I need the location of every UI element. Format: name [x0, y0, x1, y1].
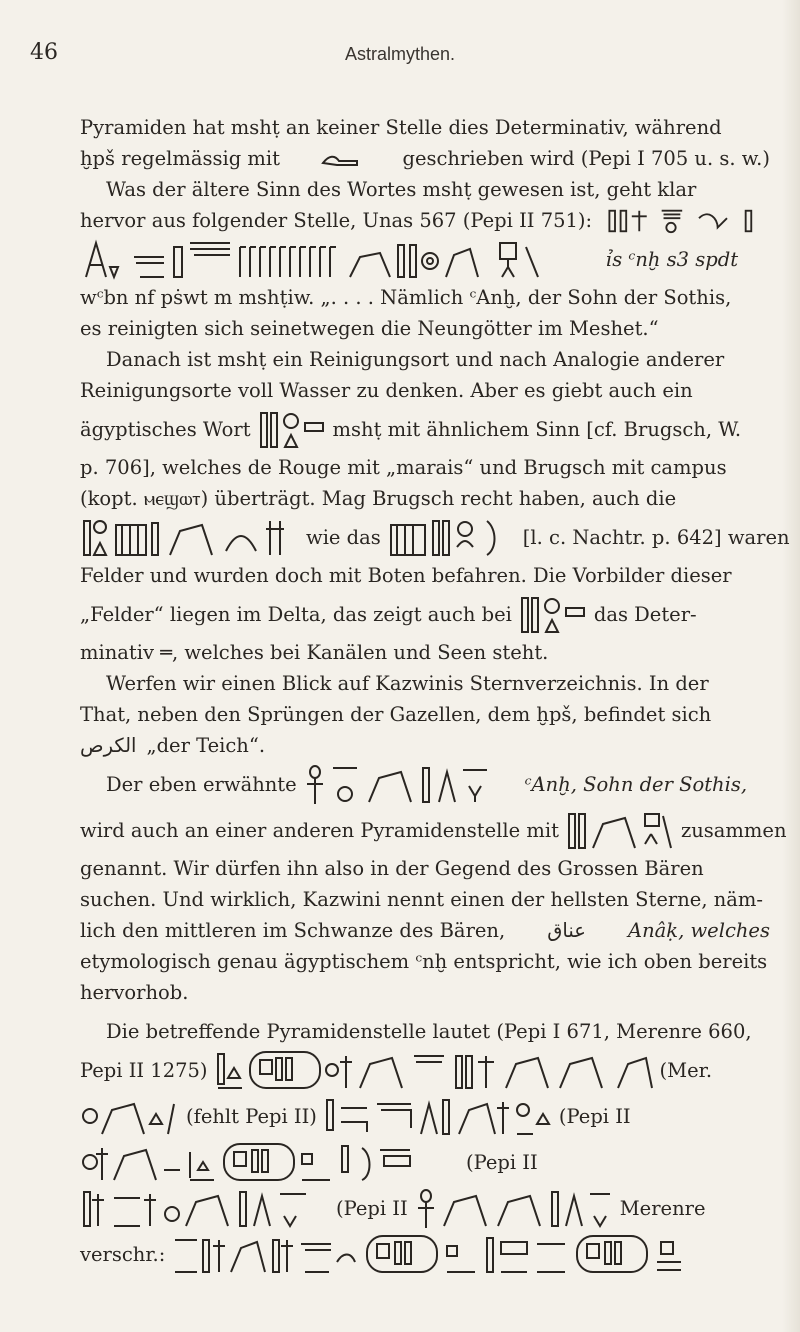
scan-edge: [782, 0, 800, 1332]
text-span: ḫpš regelmässig mit: [80, 147, 280, 170]
text-line: [80, 915, 770, 946]
text-line: genannt. Wir dürfen ihn also in der Gegend des Grossen Bären: [80, 857, 704, 880]
text-span: (Pepi II: [336, 1196, 408, 1220]
arabic-word: الكرص: [80, 734, 137, 757]
text-span: ᶜAnḫ, Sohn der Sothis,: [524, 772, 748, 796]
text-line: [80, 143, 770, 174]
paragraph-1: [80, 112, 770, 344]
text-span: (Mer.: [659, 1058, 713, 1082]
hieroglyph-sequence-icon: [323, 1094, 553, 1138]
hieroglyph-canal-word-icon: [257, 407, 327, 451]
text-span: „der Teich“.: [146, 734, 266, 757]
text-span: ägyptisches Wort: [80, 417, 251, 441]
hieroglyph-cartouche-sequence-icon: [171, 1232, 731, 1276]
text-line: wᶜbn nf pṡwt m mshṭiw. „. . . . Nämlich ᶜAnḫ, der Sohn der Sothis,: [80, 286, 732, 309]
text-span: verschr.:: [80, 1242, 166, 1266]
hieroglyph-group-icon: [387, 515, 517, 559]
hieroglyph-group-icon: [565, 808, 675, 852]
hieroglyph-sequence-icon: [80, 1186, 330, 1230]
hieroglyph-line: [80, 1185, 770, 1231]
text-body: [80, 112, 790, 1277]
text-span: mshṭ mit ähnlichem Sinn [cf. Brugsch, W.: [332, 417, 742, 441]
text-span: Pepi II 1275): [80, 1058, 208, 1082]
text-line: Pyramiden hat mshṭ an keiner Stelle dies Determinativ, während: [80, 116, 722, 139]
text-span: wird auch an einer anderen Pyramidenstelle mit: [80, 818, 559, 842]
text-span: geschrieben wird (Pepi I 705 u. s. w.): [402, 147, 770, 170]
running-title: Astralmythen.: [344, 44, 456, 64]
arabic-word: عناق: [547, 919, 586, 942]
text-line: hervorhob.: [80, 981, 189, 1004]
text-span: (fehlt Pepi II): [186, 1104, 317, 1128]
paragraph-4: [80, 1016, 770, 1277]
hieroglyph-sequence-icon: [80, 1094, 180, 1138]
text-line: Felder und wurden doch mit Boten befahren. Die Vorbilder dieser: [80, 564, 732, 587]
text-span: zusammen: [680, 818, 787, 842]
text-span: [l. c. Nachtr. p. 642] waren: [522, 525, 790, 549]
text-line: [80, 730, 770, 761]
hieroglyph-canal-word-icon: [518, 592, 588, 636]
text-span: das Deter-: [593, 602, 697, 626]
hieroglyph-arm-icon: [321, 145, 361, 173]
text-line: (kopt. ⲙⲉϣⲱⲧ) überträgt. Mag Brugsch recht haben, auch die: [80, 487, 677, 510]
text-line: Danach ist mshṭ ein Reinigungsort und nach Analogie anderer: [106, 348, 725, 371]
text-span: hervor aus folgender Stelle, Unas 567 (Pepi II 751):: [80, 209, 593, 232]
text-span: lich den mittleren im Schwanze des Bären,: [80, 919, 506, 942]
text-line: That, neben den Sprüngen der Gazellen, dem ḫpš, befindet sich: [80, 703, 712, 726]
text-line: Werfen wir einen Blick auf Kazwinis Sternverzeichnis. In der: [106, 672, 709, 695]
text-span: (Pepi II: [558, 1104, 631, 1128]
transliteration: ỉs ᶜnḫ s3 spdt: [606, 247, 739, 271]
text-line: suchen. Und wirklich, Kazwini nennt einen der hellsten Sterne, näm-: [80, 888, 763, 911]
paragraph-2: [80, 344, 790, 668]
paragraph-3: [80, 668, 787, 1008]
hieroglyph-group-icon: [80, 515, 300, 559]
text-span: „Felder“ liegen im Delta, das zeigt auch bei: [80, 602, 512, 626]
hieroglyph-line: [80, 1093, 770, 1139]
page-number: 46: [30, 40, 58, 65]
text-span: (Pepi II: [466, 1150, 538, 1174]
text-line: es reinigten sich seinetwegen die Neungötter im Meshet.“: [80, 317, 659, 340]
hieroglyph-line: [80, 1139, 770, 1185]
text-line: Die betreffende Pyramidenstelle lautet (Pepi I 671, Merenre 660,: [106, 1020, 752, 1043]
hieroglyph-line: [80, 236, 770, 282]
text-line: Reinigungsorte voll Wasser zu denken. Aber es giebt auch ein: [80, 379, 693, 402]
text-line: [80, 761, 770, 807]
text-span: wie das: [306, 525, 381, 549]
hieroglyph-line: [80, 1231, 770, 1277]
text-line: [80, 591, 770, 637]
hieroglyph-cartouche-sequence-icon: [214, 1048, 654, 1092]
hieroglyph-sequence-icon: [80, 237, 600, 281]
hieroglyph-group-icon: [600, 207, 770, 235]
hieroglyph-cartouche-sequence-icon: [80, 1140, 460, 1184]
text-span: Der eben erwähnte: [106, 772, 297, 796]
text-span: Anâḳ, welches: [628, 919, 770, 942]
hieroglyph-ankh-group-icon: [414, 1186, 614, 1230]
hieroglyph-line: [80, 1047, 770, 1093]
text-line: [80, 406, 770, 452]
text-line: etymologisch genau ägyptischem ᶜnḫ entspricht, wie ich oben bereits: [80, 950, 768, 973]
text-line: Was der ältere Sinn des Wortes mshṭ gewesen ist, geht klar: [106, 178, 697, 201]
text-span: Merenre: [619, 1196, 706, 1220]
text-line: minativ ═, welches bei Kanälen und Seen steht.: [80, 641, 549, 664]
text-line: [80, 807, 787, 853]
text-line: [80, 205, 770, 236]
hieroglyph-ankh-group-icon: [303, 762, 493, 806]
text-line: [80, 514, 790, 560]
text-line: p. 706], welches de Rouge mit „marais“ und Brugsch mit campus: [80, 456, 727, 479]
